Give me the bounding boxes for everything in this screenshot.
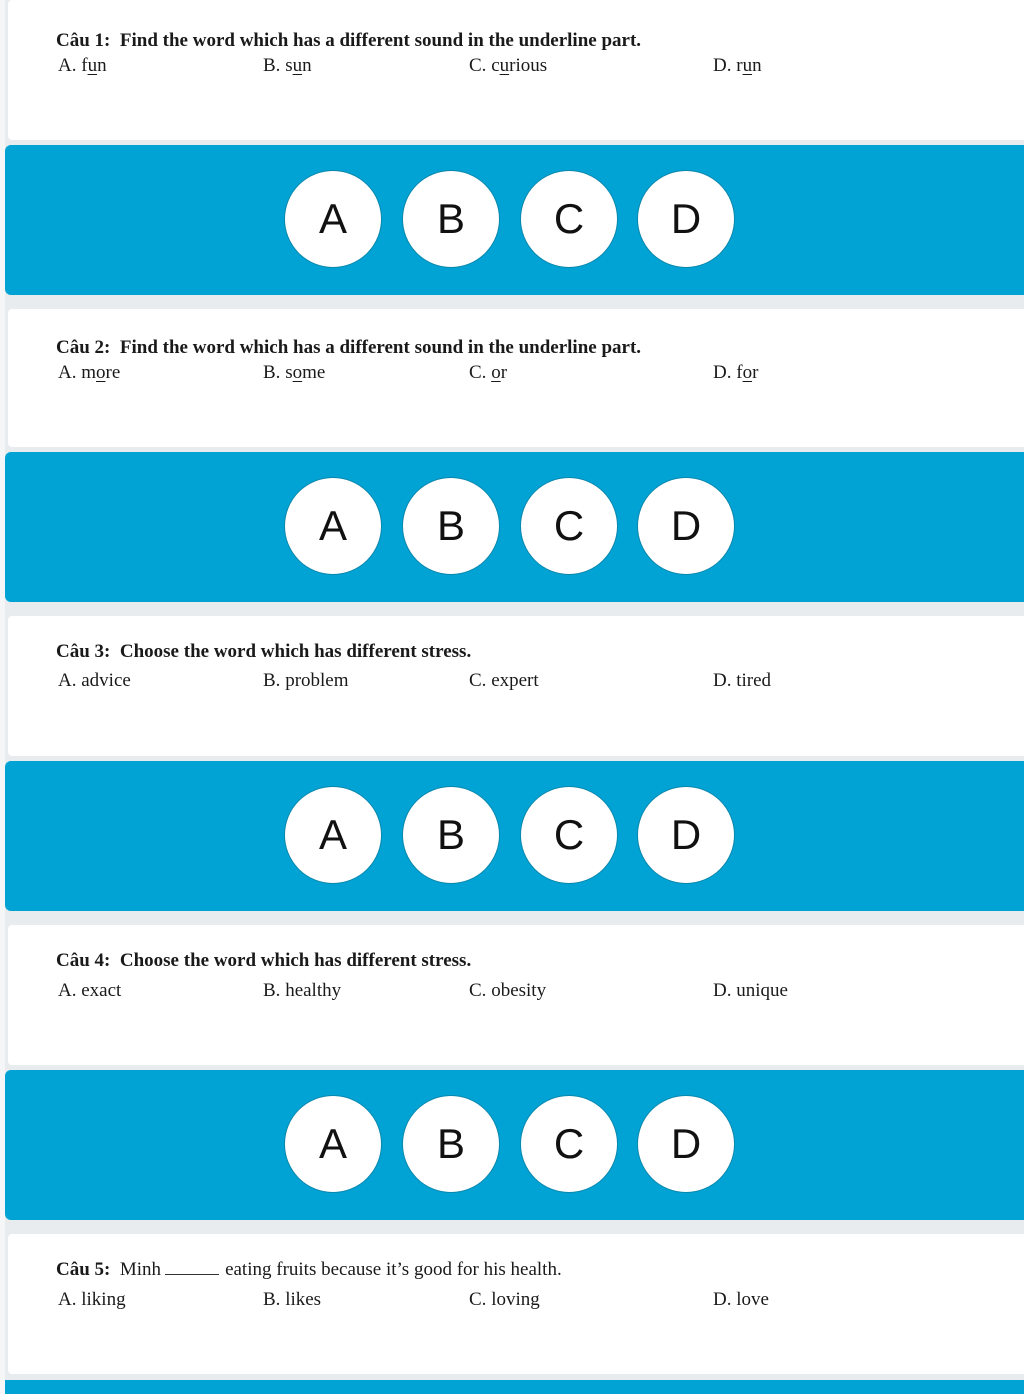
option-1a: A. fun <box>58 55 107 76</box>
answer-3-d-button[interactable]: D <box>637 786 735 884</box>
option-4a: A. exact <box>58 980 122 1001</box>
option-1b: B. sun <box>263 55 312 76</box>
question-4-prompt: Choose the word which has different stress. <box>119 950 472 971</box>
answer-3-b-button[interactable]: B <box>402 786 500 884</box>
option-4d: D. unique <box>713 980 788 1001</box>
answer-1-b-button[interactable]: B <box>402 170 500 268</box>
question-card-4 <box>8 925 1024 1065</box>
question-5-text <box>56 1259 562 1281</box>
option-5b: B. likes <box>263 1289 322 1310</box>
question-3-label: Câu 3: <box>56 641 111 662</box>
option-3a: A. advice <box>58 670 131 691</box>
question-2-text <box>56 337 641 359</box>
option-5c: C. loving <box>469 1289 540 1310</box>
answer-2-a-button[interactable]: A <box>284 477 382 575</box>
question-2-prompt: Find the word which has a different sound in the underline part. <box>119 337 642 358</box>
answer-4-c-button[interactable]: C <box>520 1095 618 1193</box>
option-3d: D. tired <box>713 670 772 691</box>
question-5-prompt-after: eating fruits because it’s good for his health. <box>225 1259 562 1280</box>
option-2c: C. or <box>469 362 508 383</box>
question-3-text <box>56 641 471 663</box>
answer-3-a-button[interactable]: A <box>284 786 382 884</box>
option-5a: A. liking <box>58 1289 126 1310</box>
answer-bar-2 <box>5 452 1024 602</box>
answer-4-a-button[interactable]: A <box>284 1095 382 1193</box>
option-2d: D. for <box>713 362 759 383</box>
option-2b: B. some <box>263 362 326 383</box>
answer-bar-4 <box>5 1070 1024 1220</box>
option-5d: D. love <box>713 1289 769 1310</box>
option-2a: A. more <box>58 362 121 383</box>
question-1-label: Câu 1: <box>56 30 111 51</box>
option-4c: C. obesity <box>469 980 547 1001</box>
option-1d: D. run <box>713 55 762 76</box>
answer-bar-3 <box>5 761 1024 911</box>
question-3-prompt: Choose the word which has different stress. <box>119 641 472 662</box>
question-card-1 <box>8 0 1024 140</box>
answer-blank <box>165 1260 219 1275</box>
question-card-5 <box>8 1234 1024 1374</box>
option-1c: C. curious <box>469 55 548 76</box>
option-4b: B. healthy <box>263 980 342 1001</box>
question-1-text <box>56 30 641 52</box>
answer-1-c-button[interactable]: C <box>520 170 618 268</box>
answer-1-d-button[interactable]: D <box>637 170 735 268</box>
question-5-prompt-before: Minh <box>119 1259 162 1280</box>
question-5-label: Câu 5: <box>56 1259 111 1280</box>
question-card-3 <box>8 616 1024 756</box>
question-4-label: Câu 4: <box>56 950 111 971</box>
answer-bar-5 <box>5 1380 1024 1394</box>
answer-4-d-button[interactable]: D <box>637 1095 735 1193</box>
answer-2-d-button[interactable]: D <box>637 477 735 575</box>
answer-2-b-button[interactable]: B <box>402 477 500 575</box>
answer-bar-1 <box>5 145 1024 295</box>
question-1-prompt: Find the word which has a different sound in the underline part. <box>119 30 642 51</box>
answer-4-b-button[interactable]: B <box>402 1095 500 1193</box>
question-2-label: Câu 2: <box>56 337 111 358</box>
answer-1-a-button[interactable]: A <box>284 170 382 268</box>
answer-3-c-button[interactable]: C <box>520 786 618 884</box>
option-3c: C. expert <box>469 670 539 691</box>
answer-2-c-button[interactable]: C <box>520 477 618 575</box>
question-4-text <box>56 950 471 972</box>
option-3b: B. problem <box>263 670 349 691</box>
question-card-2 <box>8 309 1024 447</box>
